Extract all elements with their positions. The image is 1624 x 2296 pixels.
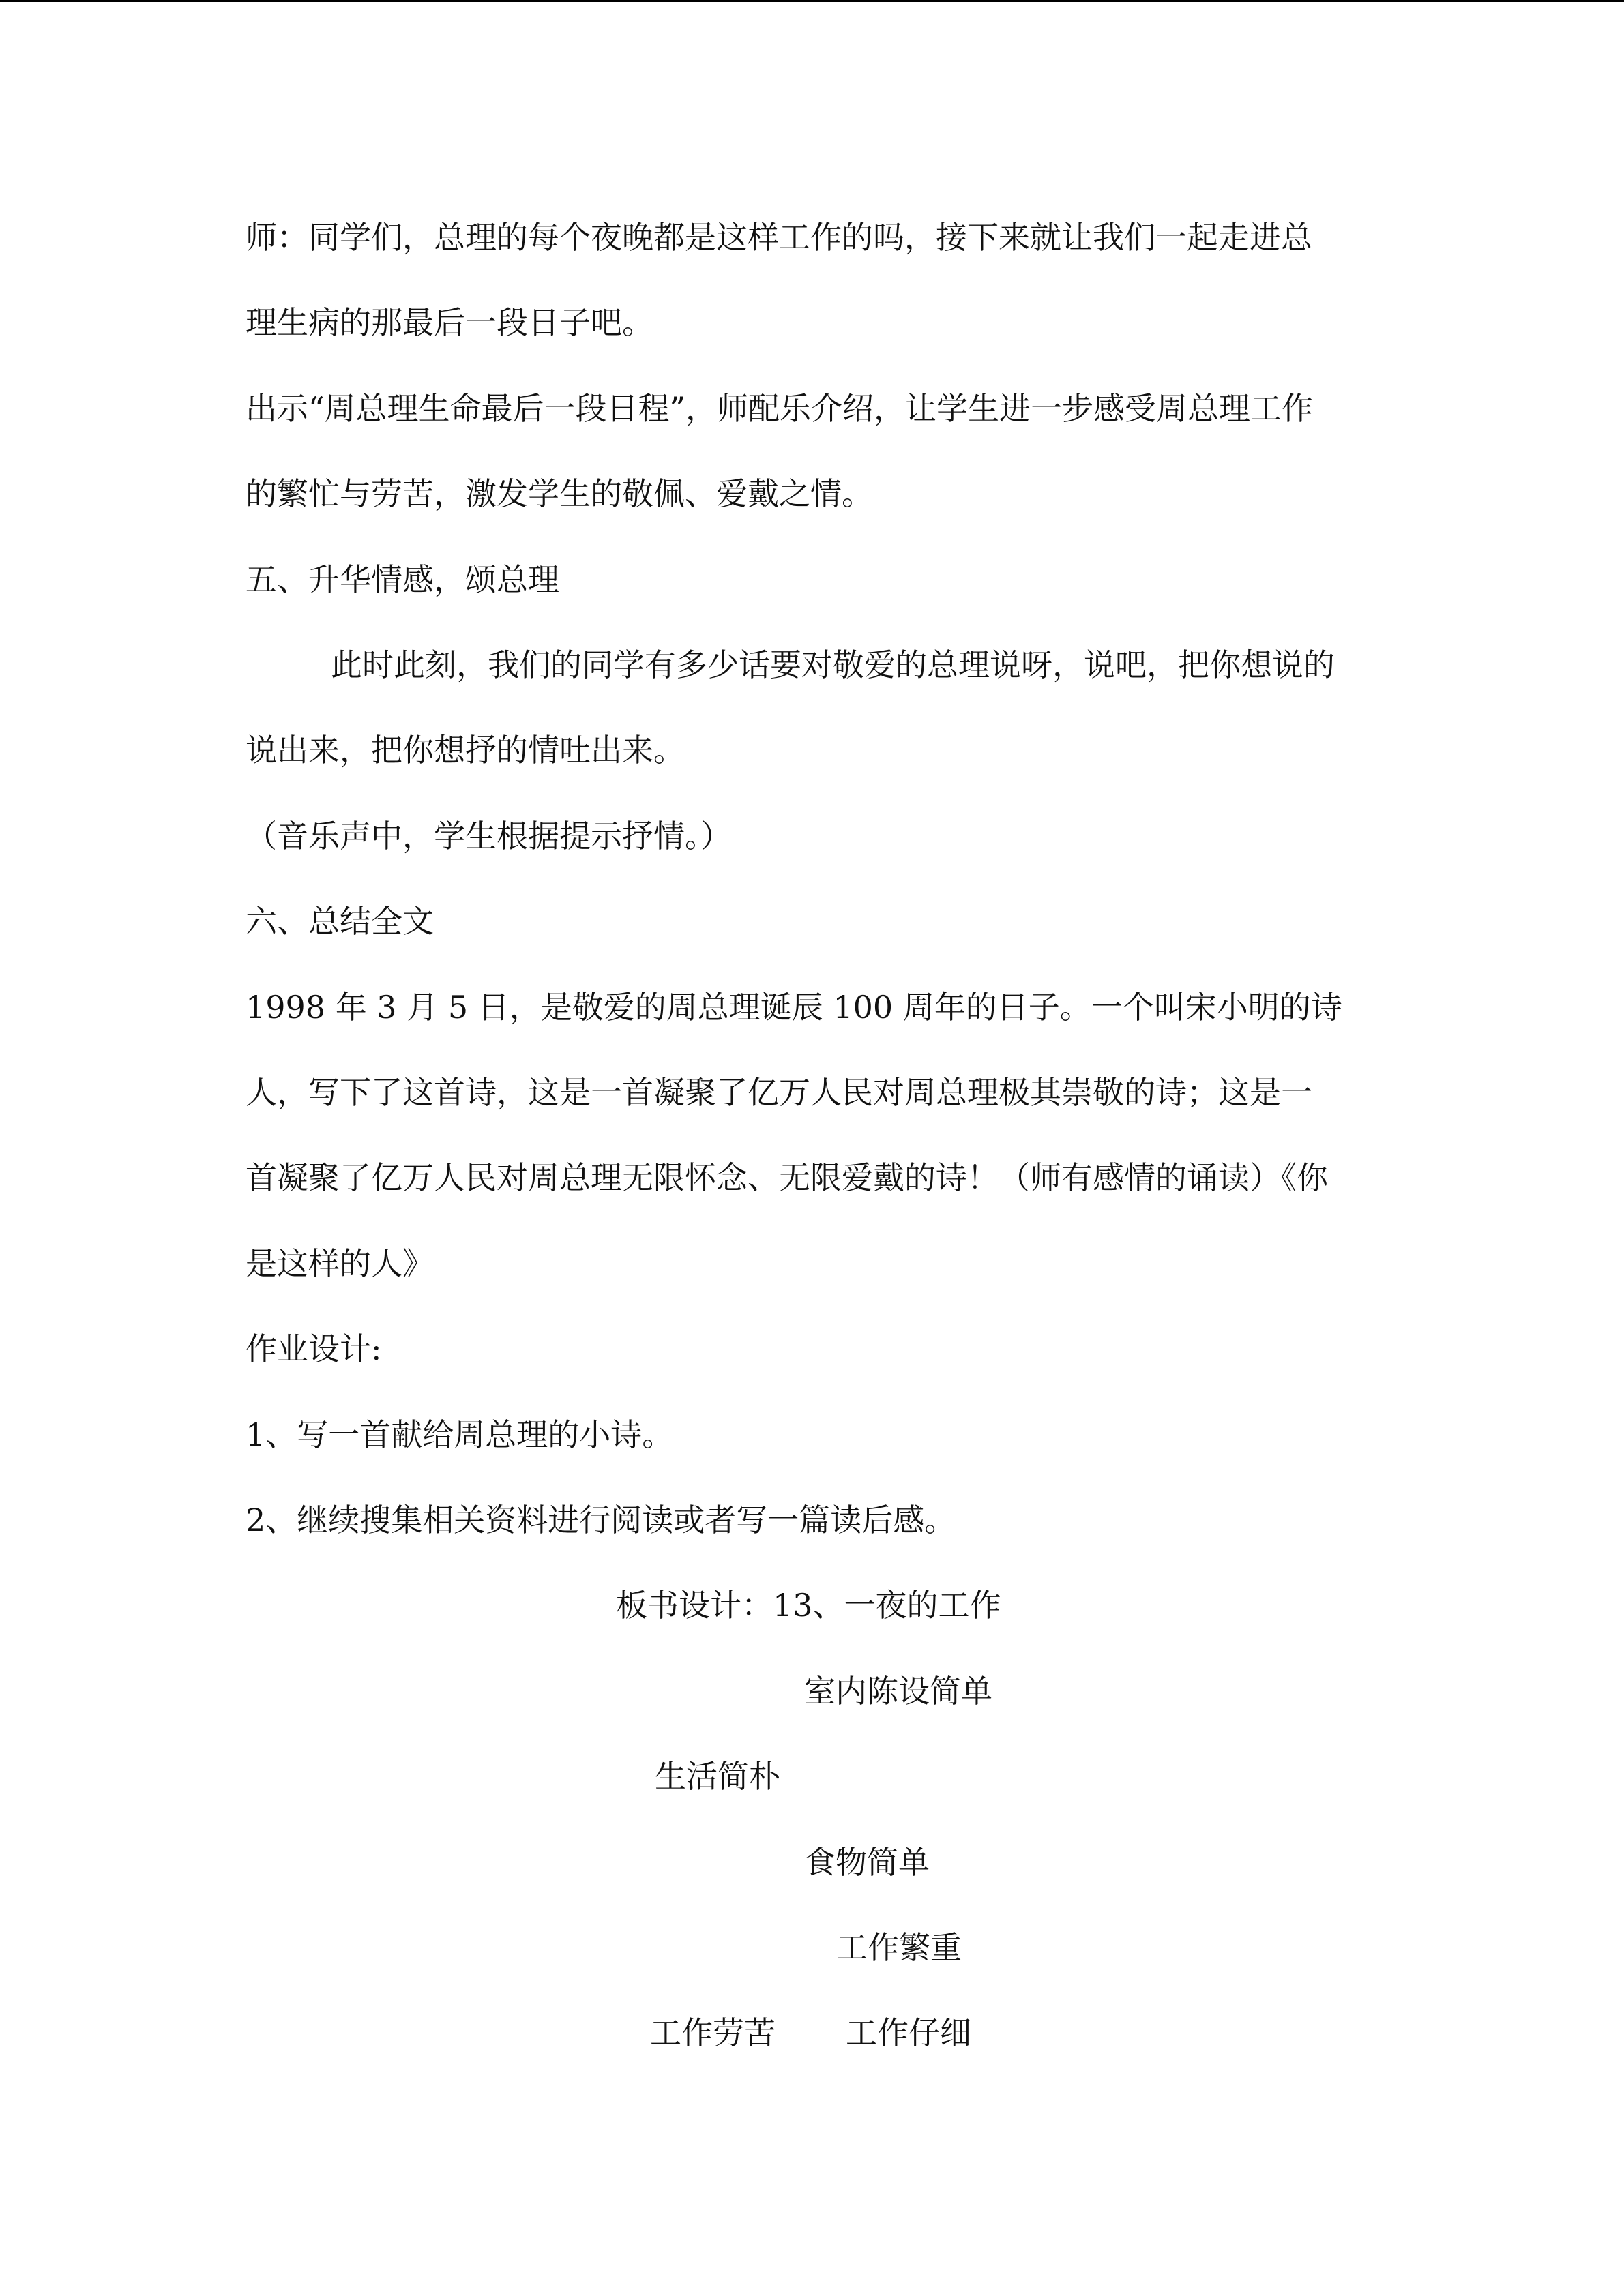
section-heading-5: 五、升华情感，颂总理 — [246, 561, 559, 598]
board-item-simple-food: 食物简单 — [804, 1844, 930, 1881]
text-line-2: 理生病的那最后一段日子吧。 — [246, 304, 653, 341]
text-line-8: （音乐声中，学生根据提示抒情。） — [246, 818, 732, 854]
homework-item-2: 2、继续搜集相关资料进行阅读或者写一篇读后感。 — [246, 1502, 956, 1538]
text-line-3: 出示“周总理生命最后一段日程”，师配乐介绍，让学生进一步感受周总理工作 — [246, 390, 1314, 427]
section-heading-6: 六、总结全文 — [246, 903, 434, 940]
text-line-13: 是这样的人》 — [246, 1245, 434, 1282]
text-line-4: 的繁忙与劳苦，激发学生的敬佩、爱戴之情。 — [246, 475, 873, 512]
text-line-1: 师：同学们，总理的每个夜晚都是这样工作的吗，接下来就让我们一起走进总 — [246, 219, 1312, 256]
board-item-heavy-work: 工作繁重 — [836, 1929, 962, 1966]
page-top-border — [0, 0, 1624, 2]
board-item-simple-life: 生活简朴 — [655, 1758, 780, 1795]
board-item-hard-work: 工作劳苦 — [650, 2014, 776, 2051]
text-line-12: 首凝聚了亿万人民对周总理无限怀念、无限爱戴的诗！（师有感情的诵读）《你 — [246, 1159, 1328, 1196]
board-item-furnishings: 室内陈设简单 — [804, 1673, 992, 1710]
text-line-10: 1998 年 3 月 5 日，是敬爱的周总理诞辰 100 周年的日子。一个叫宋小明的诗 — [246, 989, 1342, 1026]
text-line-6: 此时此刻，我们的同学有多少话要对敬爱的总理说呀，说吧，把你想说的 — [331, 646, 1335, 683]
text-line-11: 人，写下了这首诗，这是一首凝聚了亿万人民对周总理极其崇敬的诗；这是一 — [246, 1074, 1312, 1111]
board-title: 板书设计：13、一夜的工作 — [616, 1587, 1001, 1624]
board-item-careful-work: 工作仔细 — [846, 2014, 971, 2051]
homework-item-1: 1、写一首献给周总理的小诗。 — [246, 1416, 674, 1453]
homework-heading: 作业设计: — [246, 1330, 382, 1367]
text-line-7: 说出来，把你想抒的情吐出来。 — [246, 732, 685, 769]
